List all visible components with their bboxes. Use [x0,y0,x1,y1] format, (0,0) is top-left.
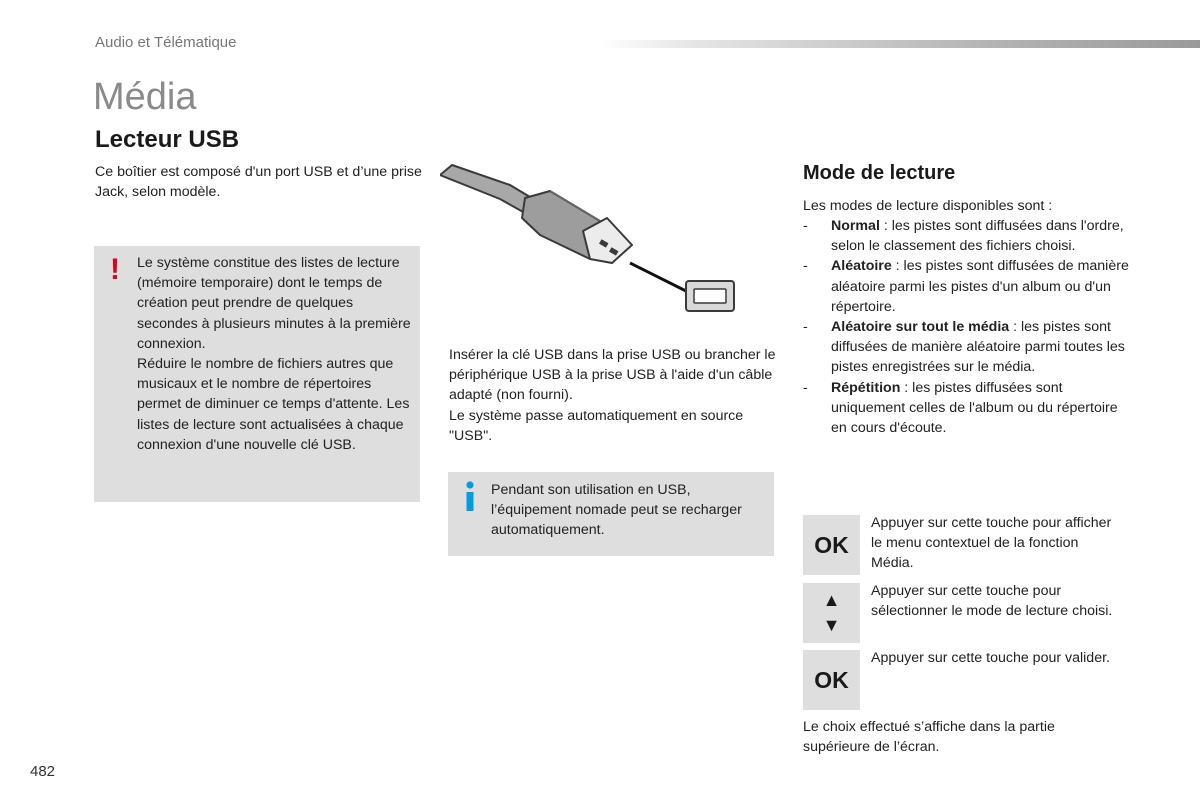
warning-icon: ! [110,253,120,286]
mode-desc: : les pistes diffusées sont uniquement celles de l'album ou du répertoire en cours d'écoute. [831,379,1118,437]
list-dash: - [803,379,808,396]
header-section-label: Audio et Télématique [95,34,237,51]
ok-key-menu-desc: Appuyer sur cette touche pour afficher le menu contextuel de la fonction Média. [871,515,1112,572]
mode-desc: : les pistes sont diffusées de manière aléatoire parmi les pistes d'un album ou d'un répertoire. [831,258,1129,315]
mode-term: Aléatoire sur tout le média [831,319,1010,336]
warning-text: Le système constitue des listes de lecture (mémoire temporaire) dont le temps de création peut prendre de quelques secondes à plusieurs minutes à la première connexion. Réduire le nombre de fichiers autres que musicaux et le nombre de répertoires permet de diminuer ce temps d'attente. Les listes de lecture sont actualisées à chaque connexion d'une nouvelle clé USB. [137,255,411,453]
final-note-text: Le choix effectué s’affiche dans la partie supérieure de l’écran. [803,719,1055,756]
list-item [803,378,1133,439]
mode-term: Aléatoire [831,258,892,275]
list-item [803,216,1133,256]
list-item [803,256,1133,317]
mode-term: Répétition [831,379,901,396]
section-title-mode-lecture: Mode de lecture [803,162,956,184]
list-item [803,317,1133,378]
usb-intro-text: Ce boîtier est composé d'un port USB et d’une prise Jack, selon modèle. [95,164,422,201]
arrow-down-icon: ▼ [822,615,841,635]
arrow-keys-desc: Appuyer sur cette touche pour sélectionner le mode de lecture choisi. [871,583,1113,620]
usb-plug-illustration [440,163,750,323]
mode-term: Normal [831,218,880,234]
mode-desc: : les pistes sont diffusées dans l'ordre, selon le classement des fichiers choisi. [831,218,1124,255]
list-dash: - [803,258,808,275]
arrow-up-icon: ▲ [822,590,841,610]
header-gradient-bar [600,40,1200,48]
section-title-lecteur-usb: Lecteur USB [95,126,240,153]
mode-list [803,216,1133,438]
ok-key-validate-desc: Appuyer sur cette touche pour valider. [871,650,1110,666]
ok-key-validate: OK [803,650,860,710]
list-dash: - [803,319,808,336]
mode-desc: : les pistes sont diffusées de manière aléatoire parmi toutes les pistes enregistrées sur le média. [831,319,1125,376]
page-title: Média [93,76,197,118]
arrow-keys [803,583,860,643]
info-icon [462,481,478,511]
list-dash: - [803,218,808,234]
usb-instruction-text: Insérer la clé USB dans la prise USB ou brancher le périphérique USB à la prise USB à l'aide d'un câble adapté (non fourni). Le système passe automatiquement en source "USB". [449,347,776,444]
ok-key-menu: OK [803,515,860,575]
mode-intro-text: Les modes de lecture disponibles sont : [803,198,1053,214]
page-number: 482 [30,763,56,780]
info-text: Pendant son utilisation en USB, l’équipement nomade peut se recharger automatiquement. [491,482,742,539]
